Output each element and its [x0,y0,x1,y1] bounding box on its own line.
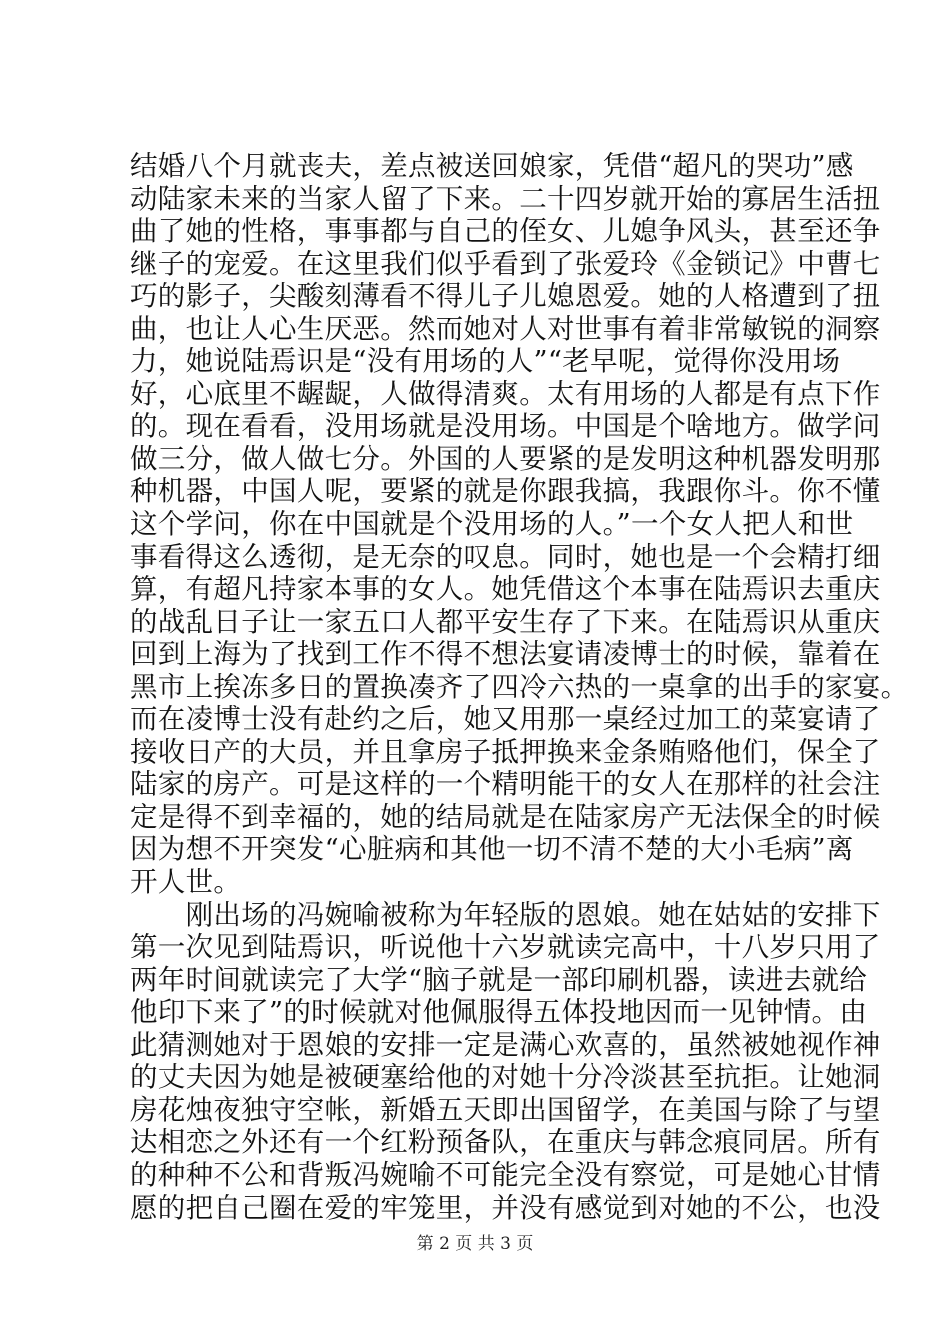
text-line: 接收日产的大员，并且拿房子抵押换来金条贿赂他们，保全了 [130,735,881,768]
page-number-footer: 第 2 页 共 3 页 [416,1234,534,1254]
text-line: 曲，也让人心生厌恶。然而她对人对世事有着非常敏锐的洞察 [130,312,881,345]
text-line: 第一次见到陆焉识，听说他十六岁就读完高中，十八岁只用了 [130,931,881,964]
text-line: 定是得不到幸福的，她的结局就是在陆家房产无法保全的时候 [130,800,881,833]
text-line: 两年时间就读完了大学“脑子就是一部印刷机器，读进去就给 [130,963,868,996]
body-text [130,150,909,1224]
text-line: 刚出场的冯婉喻被称为年轻版的恩娘。她在姑姑的安排下 [130,898,881,931]
text-line: 的。现在看看，没用场就是没用场。中国是个啥地方。做学问 [130,410,881,443]
text-line: 事看得这么透彻，是无奈的叹息。同时，她也是一个会精打细 [130,540,881,573]
text-line: 这个学问，你在中国就是个没用场的人。”一个女人把人和世 [130,508,854,541]
text-line: 房花烛夜独守空帐，新婚五天即出国留学，在美国与除了与望 [130,1093,881,1126]
text-line: 结婚八个月就丧夫，差点被送回娘家，凭借“超凡的哭功”感 [130,150,854,182]
text-line: 的丈夫因为她是被硬塞给他的对她十分冷淡甚至抗拒。让她洞 [130,1061,881,1094]
text-line: 巧的影子，尖酸刻薄看不得儿子儿媳恩爱。她的人格遭到了扭 [130,280,881,313]
text-line: 此猜测她对于恩娘的安排一定是满心欢喜的，虽然被她视作神 [130,1028,881,1061]
text-line: 种机器，中国人呢，要紧的就是你跟我搞，我跟你斗。你不懂 [130,475,881,508]
text-line: 力，她说陆焉识是“没有用场的人”“老早呢，觉得你没用场 [130,345,841,378]
text-line: 动陆家未来的当家人留了下来。二十四岁就开始的寡居生活扭 [130,182,881,215]
text-line: 做三分，做人做七分。外国的人要紧的是发明这种机器发明那 [130,442,881,475]
text-line: 而在凌博士没有赴约之后，她又用那一桌经过加工的菜宴请了 [130,703,881,736]
text-line: 因为想不开突发“心脏病和其他一切不清不楚的大小毛病”离 [130,833,854,866]
text-line: 陆家的房产。可是这样的一个精明能干的女人在那样的社会注 [130,768,881,801]
text-line: 开人世。 [130,866,242,899]
text-line: 黑市上挨冻多日的置换凑齐了四冷六热的一桌拿的出手的家宴。 [130,670,909,703]
text-line: 算，有超凡持家本事的女人。她凭借这个本事在陆焉识去重庆 [130,573,881,606]
text-line: 回到上海为了找到工作不得不想法宴请凌博士的时候，靠着在 [130,638,881,671]
text-line: 达相恋之外还有一个红粉预备队，在重庆与韩念痕同居。所有 [130,1126,881,1159]
text-line: 继子的宠爱。在这里我们似乎看到了张爱玲《金锁记》中曹七 [130,247,881,280]
text-line: 愿的把自己圈在爱的牢笼里，并没有感觉到对她的不公，也没 [130,1191,881,1224]
text-line: 曲了她的性格，事事都与自己的侄女、儿媳争风头，甚至还争 [130,215,881,248]
text-line: 的战乱日子让一家五口人都平安生存了下来。在陆焉识从重庆 [130,605,881,638]
text-line: 他印下来了”的时候就对他佩服得五体投地因而一见钟情。由 [130,996,868,1029]
text-line: 好，心底里不龌龊，人做得清爽。太有用场的人都是有点下作 [130,377,881,410]
text-line: 的种种不公和背叛冯婉喻不可能完全没有察觉，可是她心甘情 [130,1158,881,1191]
